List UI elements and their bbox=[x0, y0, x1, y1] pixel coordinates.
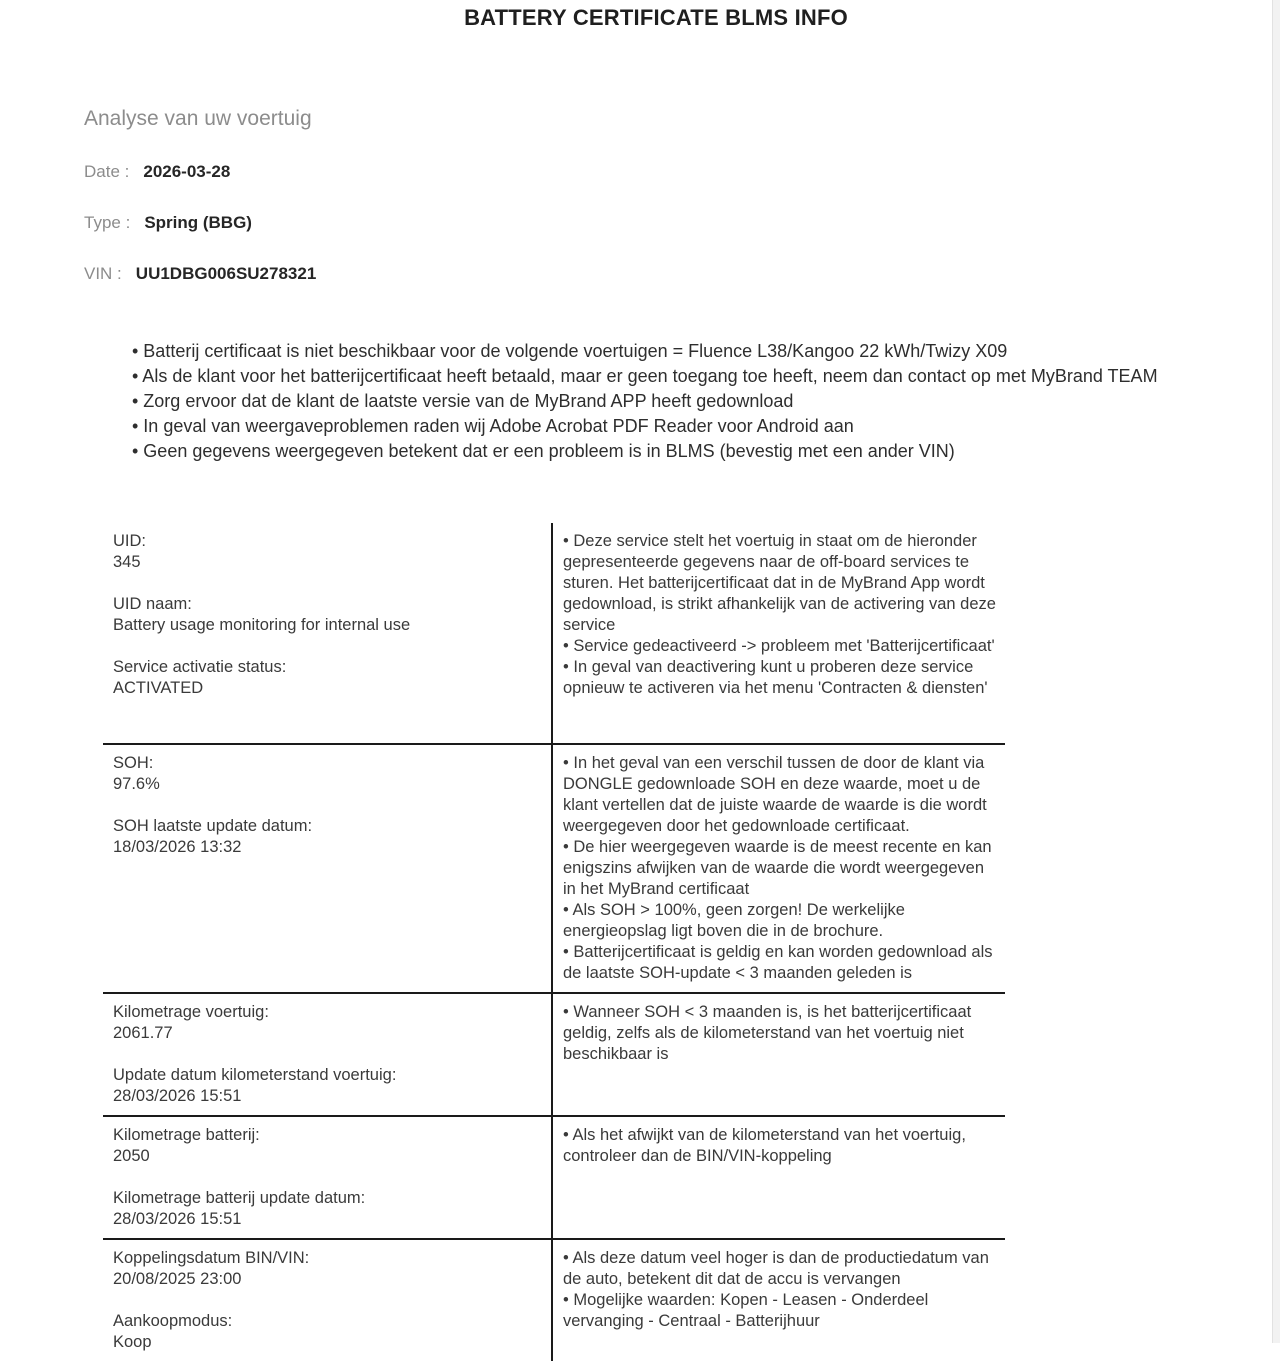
page-title: BATTERY CERTIFICATE BLMS INFO bbox=[464, 5, 848, 30]
field-label: SOH laatste update datum: bbox=[113, 817, 313, 835]
field-group bbox=[113, 1002, 539, 1044]
field-group bbox=[113, 816, 539, 858]
vin-value: UU1DBG006SU278321 bbox=[135, 264, 317, 283]
field-label: Kilometrage batterij: bbox=[113, 1126, 260, 1144]
uid-info-cell bbox=[553, 523, 1005, 743]
note-bullet: • Als de klant voor het batterijcertificaat heeft betaald, maar er geen toegang toe heeft, neem dan contact op met MyBrand TEAM bbox=[132, 366, 1158, 386]
field-value: 20/08/2025 23:00 bbox=[113, 1270, 242, 1288]
table-row-battery-mileage bbox=[103, 1115, 1005, 1238]
table-row-uid bbox=[103, 523, 1005, 743]
field-value: 18/03/2026 13:32 bbox=[113, 838, 242, 856]
battery-mileage-info-cell bbox=[553, 1117, 1005, 1238]
field-group bbox=[113, 1188, 539, 1230]
info-bullet: • Als het afwijkt van de kilometerstand van het voertuig, controleer dan de BIN/VIN-koppeling bbox=[563, 1126, 966, 1165]
field-label: UID naam: bbox=[113, 595, 192, 613]
date-value: 2026-03-28 bbox=[143, 162, 231, 181]
field-label: Koppelingsdatum BIN/VIN: bbox=[113, 1249, 310, 1267]
info-bullet: • Als SOH > 100%, geen zorgen! De werkelijke energieopslag ligt boven die in de brochure. bbox=[563, 901, 905, 940]
field-label: Kilometrage batterij update datum: bbox=[113, 1189, 366, 1207]
field-row-date bbox=[84, 162, 1272, 182]
notes-list bbox=[132, 339, 1172, 464]
info-bullet: • In geval van deactivering kunt u proberen deze service opnieuw te activeren via het menu 'Contracten & diensten' bbox=[563, 658, 988, 697]
note-bullet: • In geval van weergaveproblemen raden wij Adobe Acrobat PDF Reader voor Android aan bbox=[132, 416, 854, 436]
field-value: 28/03/2026 15:51 bbox=[113, 1210, 242, 1228]
note-bullet: • Zorg ervoor dat de klant de laatste versie van de MyBrand APP heeft gedownload bbox=[132, 391, 794, 411]
field-value: 97.6% bbox=[113, 775, 160, 793]
field-value: 2061.77 bbox=[113, 1024, 173, 1042]
vin-label: VIN : bbox=[84, 264, 122, 283]
type-value: Spring (BBG) bbox=[144, 213, 252, 232]
field-row-type bbox=[84, 213, 1272, 233]
info-bullet: • De hier weergegeven waarde is de meest recente en kan enigszins afwijken van de waarde die wordt weergegeven in het MyBrand certificaat bbox=[563, 838, 992, 898]
field-label: Service activatie status: bbox=[113, 658, 287, 676]
field-value: 345 bbox=[113, 553, 141, 571]
table-row-soh bbox=[103, 743, 1005, 992]
field-label: Update datum kilometerstand voertuig: bbox=[113, 1066, 397, 1084]
field-label: Aankoopmodus: bbox=[113, 1312, 233, 1330]
field-value: Koop bbox=[113, 1333, 152, 1351]
field-value: ACTIVATED bbox=[113, 679, 204, 697]
field-group bbox=[113, 753, 539, 795]
note-bullet: • Batterij certificaat is niet beschikbaar voor de volgende voertuigen = Fluence L38/Kangoo 22 kWh/Twizy X09 bbox=[132, 341, 1008, 361]
field-value: Battery usage monitoring for internal use bbox=[113, 616, 411, 634]
field-label: SOH: bbox=[113, 754, 154, 772]
field-group bbox=[113, 1065, 539, 1107]
info-bullet: • Batterijcertificaat is geldig en kan worden gedownload als de laatste SOH-update < 3 maanden geleden is bbox=[563, 943, 993, 982]
info-bullet: • Als deze datum veel hoger is dan de productiedatum van de auto, betekent dit dat de accu is vervangen bbox=[563, 1249, 989, 1288]
type-label: Type : bbox=[84, 213, 131, 232]
vehicle-mileage-cell bbox=[103, 994, 553, 1115]
section-heading: Analyse van uw voertuig bbox=[84, 107, 312, 130]
info-bullet: • In het geval van een verschil tussen de door de klant via DONGLE gedownloade SOH en deze waarde, moet u de klant vertellen dat de juiste waarde de waarde is die wordt weergegeven door het gedownloade certificaat. bbox=[563, 754, 987, 835]
soh-cell bbox=[103, 745, 553, 992]
uid-cell bbox=[103, 523, 553, 743]
note-bullet: • Geen gegevens weergegeven betekent dat er een probleem is in BLMS (bevestig met een ander VIN) bbox=[132, 441, 955, 461]
info-table bbox=[103, 523, 1005, 1361]
field-group bbox=[113, 657, 539, 699]
field-group bbox=[113, 1125, 539, 1167]
table-row-vehicle-mileage bbox=[103, 992, 1005, 1115]
battery-mileage-cell bbox=[103, 1117, 553, 1238]
scrollbar[interactable] bbox=[1272, 0, 1280, 1343]
date-label: Date : bbox=[84, 162, 130, 181]
field-value: 2050 bbox=[113, 1147, 150, 1165]
field-label: UID: bbox=[113, 532, 146, 550]
field-group bbox=[113, 1248, 539, 1290]
field-group bbox=[113, 1311, 539, 1353]
info-bullet: • Wanneer SOH < 3 maanden is, is het batterijcertificaat geldig, zelfs als de kilometerstand van het voertuig niet beschikbaar is bbox=[563, 1003, 972, 1063]
field-group bbox=[113, 594, 539, 636]
info-bullet: • Deze service stelt het voertuig in staat om de hieronder gepresenteerde gegevens naar de off-board services te sturen. Het batterijcertificaat dat in de MyBrand App wordt gedownload, is strikt afhankelijk van de activering van deze service bbox=[563, 532, 996, 634]
soh-info-cell bbox=[553, 745, 1005, 992]
field-group bbox=[113, 531, 539, 573]
field-row-vin bbox=[84, 264, 1272, 284]
info-bullet: • Service gedeactiveerd -> probleem met 'Batterijcertificaat' bbox=[563, 637, 995, 655]
vehicle-mileage-info-cell bbox=[553, 994, 1005, 1115]
field-value: 28/03/2026 15:51 bbox=[113, 1087, 242, 1105]
info-bullet: • Mogelijke waarden: Kopen - Leasen - Onderdeel vervanging - Centraal - Batterijhuur bbox=[563, 1291, 929, 1330]
field-label: Kilometrage voertuig: bbox=[113, 1003, 269, 1021]
